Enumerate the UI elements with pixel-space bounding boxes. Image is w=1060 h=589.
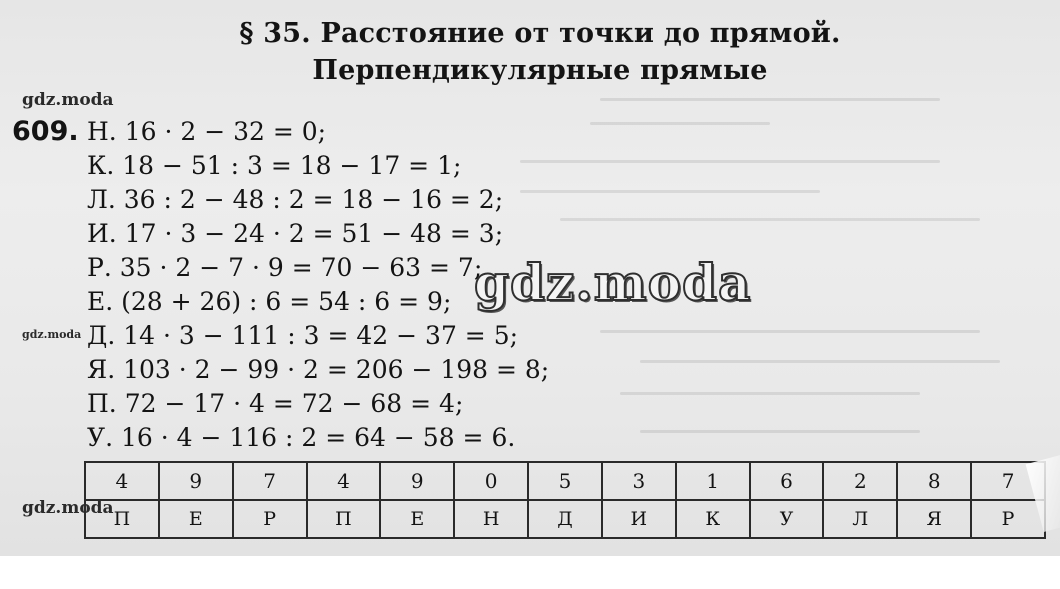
watermark: gdz.moda: [22, 498, 114, 518]
equation-line: Е. (28 + 26) : 6 = 54 : 6 = 9;: [87, 287, 452, 316]
answer-number-cell: 8: [897, 462, 971, 500]
watermark: gdz.moda: [22, 328, 82, 341]
bleed-through-line: [620, 392, 920, 395]
answer-letter-cell: Л: [823, 500, 897, 538]
answer-letter-cell: П: [307, 500, 381, 538]
answer-number-cell: 1: [676, 462, 750, 500]
answer-letter-cell: И: [602, 500, 676, 538]
watermark: gdz.moda: [22, 90, 114, 110]
bleed-through-line: [640, 360, 1000, 363]
equation-line: И. 17 · 3 − 24 · 2 = 51 − 48 = 3;: [87, 219, 504, 248]
equation-line: К. 18 − 51 : 3 = 18 − 17 = 1;: [87, 151, 462, 180]
answer-letter-cell: К: [676, 500, 750, 538]
equation-line: Н. 16 · 2 − 32 = 0;: [87, 117, 327, 146]
section-title: § 35. Расстояние от точки до прямой.: [239, 18, 841, 49]
bleed-through-line: [600, 330, 980, 333]
equation-line: П. 72 − 17 · 4 = 72 − 68 = 4;: [87, 389, 464, 418]
problem-number: 609.: [12, 116, 79, 147]
answer-number-cell: 3: [602, 462, 676, 500]
answer-numbers-row: [85, 462, 1045, 500]
answer-letter-cell: Р: [233, 500, 307, 538]
bleed-through-line: [520, 160, 940, 163]
answer-number-cell: 9: [159, 462, 233, 500]
answer-number-cell: 7: [971, 462, 1045, 500]
answer-number-cell: 4: [307, 462, 381, 500]
bleed-through-line: [560, 218, 980, 221]
answer-table: [84, 461, 1046, 539]
answer-letter-cell: Н: [454, 500, 528, 538]
equation-line: Я. 103 · 2 − 99 · 2 = 206 − 198 = 8;: [87, 355, 550, 384]
answer-number-cell: 7: [233, 462, 307, 500]
answer-letter-cell: Е: [159, 500, 233, 538]
answer-number-cell: 9: [380, 462, 454, 500]
section-subtitle: Перпендикулярные прямые: [312, 55, 768, 86]
answer-letter-cell: У: [750, 500, 824, 538]
bleed-through-line: [600, 98, 940, 101]
bleed-through-line: [590, 122, 770, 125]
answer-letter-cell: Е: [380, 500, 454, 538]
answer-number-cell: 6: [750, 462, 824, 500]
answer-letter-cell: Р: [971, 500, 1045, 538]
watermark-large: gdz.moda: [474, 253, 752, 312]
bleed-through-line: [640, 430, 920, 433]
answer-letter-cell: Д: [528, 500, 602, 538]
answer-number-cell: 5: [528, 462, 602, 500]
equation-line: Л. 36 : 2 − 48 : 2 = 18 − 16 = 2;: [87, 185, 504, 214]
answer-number-cell: 2: [823, 462, 897, 500]
answer-number-cell: 0: [454, 462, 528, 500]
equation-line: Д. 14 · 3 − 111 : 3 = 42 − 37 = 5;: [87, 321, 519, 350]
bleed-through-line: [520, 190, 820, 193]
answer-letter-cell: П: [85, 500, 159, 538]
answer-number-cell: 4: [85, 462, 159, 500]
equation-line: У. 16 · 4 − 116 : 2 = 64 − 58 = 6.: [87, 423, 516, 452]
answer-letters-row: [85, 500, 1045, 538]
answer-letter-cell: Я: [897, 500, 971, 538]
equation-line: Р. 35 · 2 − 7 · 9 = 70 − 63 = 7;: [87, 253, 483, 282]
